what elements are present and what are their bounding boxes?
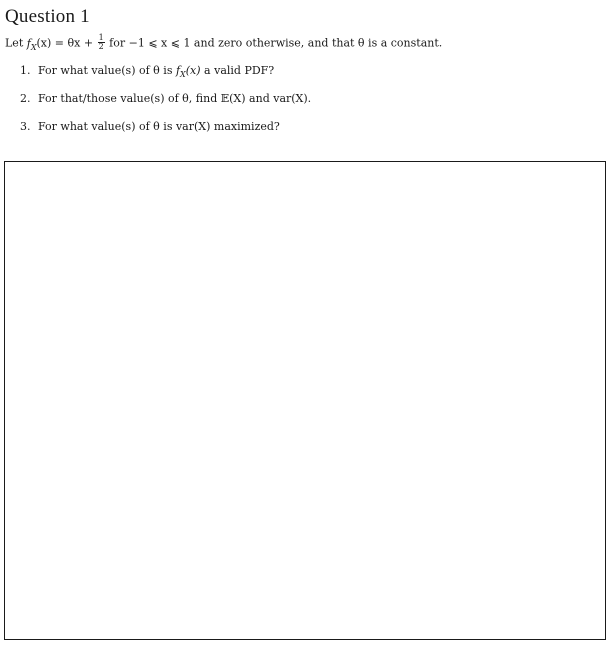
item-pdf-function: [175, 64, 201, 80]
answer-box[interactable]: [4, 161, 606, 640]
fraction-one-half: [98, 34, 105, 51]
item-text-b: a valid PDF?: [200, 64, 275, 77]
question-title: Question 1: [5, 6, 90, 27]
fraction-denominator: 2: [98, 42, 104, 51]
question-list: [20, 63, 311, 147]
pdf-subscript: X: [30, 42, 37, 52]
item-pdf-subscript: X: [180, 70, 186, 80]
intro-text-start: Let: [5, 36, 27, 50]
question-item-2: [20, 91, 311, 119]
question-item-1: [20, 63, 311, 91]
question-item-3: [20, 119, 311, 147]
item-text-a: For what value(s) of θ is: [38, 64, 176, 77]
item-number: 1.: [20, 64, 31, 77]
pdf-f: f: [26, 36, 31, 50]
item-pdf-arg: (x): [185, 64, 201, 77]
intro-text-end: for −1 ⩽ x ⩽ 1 and zero otherwise, and that θ is a constant.: [105, 36, 443, 50]
question-intro: [5, 35, 605, 56]
item-pdf-f: f: [175, 64, 181, 77]
item-number: 2.: [20, 92, 31, 105]
fraction-numerator: 1: [98, 33, 104, 42]
pdf-function: [27, 37, 37, 50]
item-number: 3.: [20, 120, 31, 133]
item-text: For that/those value(s) of θ, find 𝔼(X) and var(X).: [38, 92, 312, 105]
pdf-definition: (x) = θx +: [36, 36, 97, 50]
item-text: For what value(s) of θ is var(X) maximized?: [38, 120, 280, 133]
